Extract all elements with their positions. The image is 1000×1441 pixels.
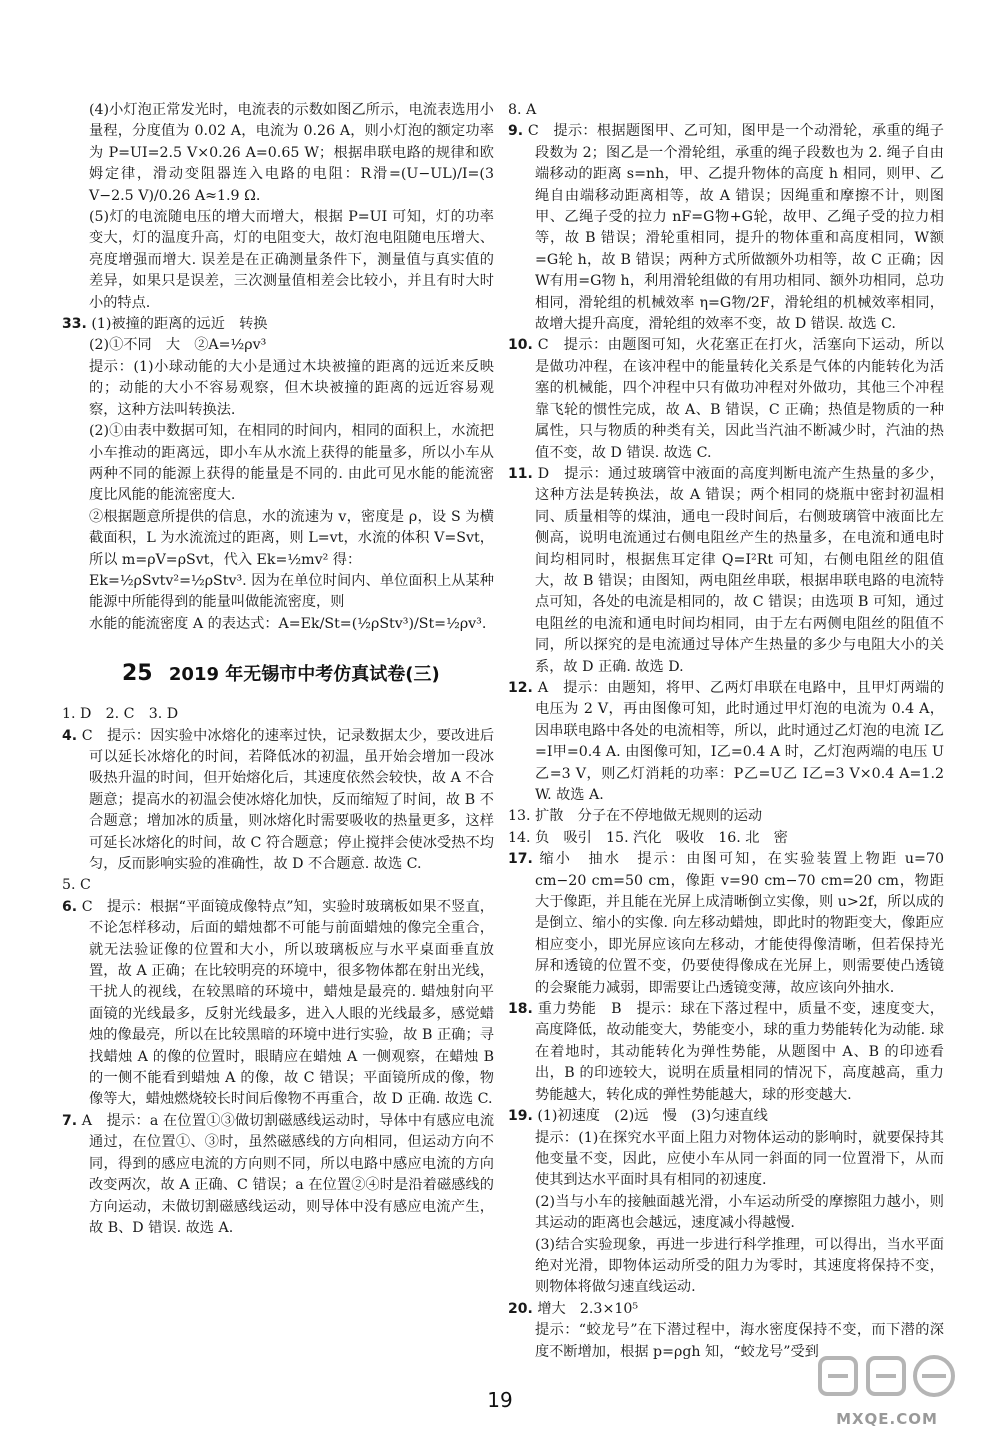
- answer-text: 重力势能 B 提示：球在下落过程中，质量不变，速度变大，高度降低，故动能变大，势能变小，球的重力势能转化为动能. 球在着地时，其动能转化为弹性势能，从题图中 A、B 的印迹看出，B 的印迹较大，说明在质量相同的情况下，高度越高，重力势能越大，转化成的弹性势能越大，球的形变越大.: [535, 1001, 944, 1103]
- answer-text: C 提示：根据题图甲、乙可知，图甲是一个动滑轮，承重的绳子段数为 2；图乙是一个滑轮组，承重的绳子段数也为 2. 绳子自由端移动的距离 s=nh，甲、乙提升物体的高度 h 相同，则甲、乙绳自由端移动距离相等，故 A 错误；因绳重和摩擦不计，则图甲、乙绳子受的拉力 nF=G物+G轮，故甲、乙绳子受的拉力相等，故 B 错误；滑轮重相同，提升的物体重和高度相同，W额=G轮 h，故 B 错误；两种方式所做额外功相等，故 C 正确；因 W有用=G物 h，利用滑轮组做的有用功相同、额外功相同，总功相同，滑轮组的机械效率 η=G物/2F，滑轮组的机械效率相同，故增大提升高度，滑轮组的效率不变，故 D 错误. 故选 C.: [527, 123, 944, 333]
- hint-paragraph: Ek=½ρSvtv²=½ρStv³. 因为在单位时间内、单位面积上从某种能源中所能得到的能量叫做能流密度，则: [89, 572, 494, 611]
- answer-text: C 提示：因实验中冰熔化的速率过快，记录数据太少，要改进后可以延长冰熔化的时间，若降低冰的初温，虽开始会增加一段冰吸热升温的时间，但开始熔化后，其速度依然会较快，故 A 不合题意；提高水的初温会使冰熔化加快，反而缩短了时间，故 B 不合题意；增加冰的质量，则冰熔化时需要吸收的热量更多，这样可延长冰熔化的时间，故 C 符合题意；停止搅拌会使冰受热不均匀，反而影响实验的准确性，故 D 不合题意. 故选 C.: [81, 727, 495, 872]
- answer-text: C 提示：由题图可知，火花塞正在打火，活塞向下运动，所以是做功冲程，在该冲程中的能量转化关系是气体的内能转化为活塞的机械能，四个冲程中只有做功冲程对外做功，其他三个冲程靠飞轮的惯性完成，故 A、B 错误，C 正确；热值是物质的一种属性，只与物质的种类有关，因此当汽油不断减少时，汽油的热值不变，故 D 错误. 故选 C.: [535, 337, 944, 461]
- answer-13: 13. 扩散 分子在不停地做无规则的运动: [508, 808, 763, 825]
- watermark-logo: [812, 1350, 962, 1430]
- hint-paragraph: 提示：“蛟龙号”在下潜过程中，海水密度保持不变，而下潜的深度不断增加，根据 p=ρgh 知，“蛟龙号”受到: [535, 1322, 944, 1360]
- answer-5: 5. C: [62, 877, 91, 894]
- watermark-text: MXQE.COM: [836, 1410, 938, 1428]
- answer-8: 8. A: [508, 102, 537, 118]
- answer-text: 增大 2.3×10⁵: [537, 1300, 639, 1317]
- answer-text: C 提示：根据“平面镜成像特点”知，实验时玻璃板如果不竖直，不论怎样移动，后面的蜡烛都不可能与前面蜡烛的像完全重合，就无法验证像的位置和大小，所以玻璃板应与水平桌面垂直放置，故 A 正确；在比较明亮的环境中，很多物体都在射出光线，干扰人的视线，在较黑暗的环境中，蜡烛是最亮的. 蜡烛射向平面镜的光线最多，反射光线最多，进入人眼的光线最多，感觉蜡烛的像最亮，所以在比较黑暗的环境中进行实验，故 B 正确；寻找蜡烛 A 的像的位置时，眼睛应在蜡烛 A 一侧观察，在蜡烛 B 的一侧不能看到蜡烛 A 的像，故 C 错误；平面镜所成的像，物像等大，蜡烛燃烧较长时间后像物不再重合，故 D 正确. 故选 C.: [81, 898, 494, 1108]
- answer-12: [508, 678, 944, 806]
- question-number: 20.: [508, 1300, 533, 1317]
- answer-text: 缩小 抽水 提示：由图可知，在实验装置上物距 u=70 cm−20 cm=50 cm，像距 v=90 cm−70 cm=20 cm，物距大于像距，并且能在光屏上成清晰倒立实像，则 u>2f，所以成的是倒立、缩小的实像. 向左移动蜡烛，即此时的物距变大，像距应相应变小，即光屏应该向左移动，才能使得像清晰，但若保持光屏和透镜的位置不变，仍要使得像成在光屏上，则需要使凸透镜的会聚能力减弱，即需要让凸透镜变薄，故应该向外抽水.: [535, 851, 944, 996]
- question-number: 18.: [508, 1001, 533, 1018]
- question-number: 6.: [62, 898, 78, 915]
- question-number: 19.: [508, 1108, 533, 1125]
- answer-6: [62, 897, 494, 1111]
- answer-text: (1)被撞的距离的远近 转换: [91, 316, 268, 333]
- hint-paragraph: 提示：(1)小球动能的大小是通过木块被撞的距离的远近来反映的；动能的大小不容易观察，但木块被撞的距离的远近容易观察，这种方法叫转换法.: [89, 358, 494, 418]
- answer-text: (1)初速度 (2)远 慢 (3)匀速直线: [537, 1108, 768, 1125]
- answer-11: [508, 464, 944, 678]
- question-number: 17.: [508, 851, 533, 868]
- answer-9: [508, 121, 944, 335]
- watermark-graphic-icon: [812, 1350, 962, 1410]
- hint-paragraph: 水能的能流密度 A 的表达式：A=Ek/St=(½ρStv³)/St=½ρv³.: [89, 615, 487, 632]
- answer-7: [62, 1111, 494, 1239]
- answer-32-part5: (5)灯的电流随电压的增大而增大，根据 P=UI 可知，灯的功率变大，灯的温度升高，灯的电阻变大，故灯泡电阻随电压增大、亮度增强而增大. 误差是在正确测量条件下，测量值与真实值的差异，如果只是误差，三次测量值相差会比较小，并且有时大时小的特点.: [89, 209, 494, 311]
- question-number: 12.: [508, 679, 533, 696]
- answer-33-part2: (2)①不同 大 ②A=½ρv³: [89, 337, 267, 354]
- answer-33: [62, 314, 494, 335]
- hint-paragraph: 提示：(1)在探究水平面上阻力对物体运动的影响时，就要保持其他变量不变，因此，应使小车从同一斜面的同一位置滑下，从而使其到达水平面时具有相同的初速度.: [535, 1129, 944, 1189]
- answer-17: [508, 849, 944, 999]
- page-number: 19: [487, 1388, 513, 1412]
- right-column: [508, 100, 944, 1363]
- question-number: 33.: [62, 316, 87, 333]
- left-column: [62, 100, 494, 1239]
- answers-1-3: 1. D 2. C 3. D: [62, 706, 179, 723]
- answer-20: [508, 1299, 944, 1320]
- hint-paragraph: (3)结合实验现象，再进一步进行科学推理，可以得出，当水平面绝对光滑，即物体运动所受的阻力为零时，其速度将保持不变，则物体将做匀速直线运动.: [535, 1236, 944, 1296]
- question-number: 9.: [508, 123, 524, 140]
- answer-text: A 提示：a 在位置①③做切割磁感线运动时，导体中有感应电流通过，在位置①、③时，虽然磁感线的方向相同，但运动方向不同，得到的感应电流的方向则不同，所以电路中感应电流的方向改变两次，故 A 正确、C 错误；a 在位置②④时是沿着磁感线的方向运动，未做切割磁感线运动，则导体中没有感应电流产生，故 B、D 错误. 故选 A.: [81, 1112, 495, 1236]
- answer-text: D 提示：通过玻璃管中液面的高度判断电流产生热量的多少，这种方法是转换法，故 A 错误；两个相同的烧瓶中密封初温相同、质量相等的煤油，通电一段时间后，右侧玻璃管中液面比左侧高，说明电流通过右侧电阻丝产生的热量多，在电流和通电时间均相同时，根据焦耳定律 Q=I²Rt 可知，右侧电阻丝的阻值大，故 B 错误；由图知，两电阻丝串联，根据串联电路的电流特点可知，各处的电流是相同的，故 C 错误；由选项 B 可知，通过电阻丝的电流和通电时间均相同，由于左右两侧电阻丝的阻值不同，所以探究的是电流通过导体产生热量的多少与电阻大小的关系，故 D 正确. 故选 D.: [535, 465, 944, 675]
- hint-paragraph: ②根据题意所提供的信息，水的流速为 v，密度是 ρ，设 S 为横截面积，L 为水流流过的距离，则 L=vt，水流的体积 V=Svt，所以 m=ρV=ρSvt，代入 Ek=½mv² 得：: [89, 508, 494, 568]
- answers-14-16: 14. 负 吸引 15. 汽化 吸收 16. 北 密: [508, 829, 788, 846]
- answer-19: [508, 1106, 944, 1127]
- answer-32-part4: (4)小灯泡正常发光时，电流表的示数如图乙所示，电流表选用小量程，分度值为 0.02 A，电流为 0.26 A，则小灯泡的额定功率为 P=UI=2.5 V×0.26 A=0.65 W；根据串联电路的规律和欧姆定律，滑动变阻器连入电路的电阻：R滑=(U−UL)/I=(3 V−2.5 V)/0.26 A≈1.9 Ω.: [89, 102, 494, 204]
- section-title: 2019 年无锡市中考仿真试卷(三): [168, 664, 440, 686]
- section-number: 25: [122, 661, 153, 687]
- question-number: 7.: [62, 1112, 78, 1129]
- question-number: 11.: [508, 465, 533, 482]
- answer-10: [508, 335, 944, 463]
- hint-paragraph: (2)当与小车的接触面越光滑，小车运动所受的摩擦阻力越小，则其运动的距离也会越远，速度减小得越慢.: [535, 1193, 944, 1232]
- hint-paragraph: (2)①由表中数据可知，在相同的时间内，相同的面积上，水流把小车推动的距离远，即小车从水流上获得的能量多，所以小车从两种不同的能源上获得的能量是不同的. 由此可见水能的能流密度比风能的能流密度大.: [89, 423, 494, 504]
- answer-text: A 提示：由题知，将甲、乙两灯串联在电路中，且甲灯两端的电压为 2 V，再由图像可知，此时通过甲灯泡的电流为 0.4 A，因串联电路中各处的电流相等，所以，此时通过乙灯泡的电流 I乙=I甲=0.4 A. 由图像可知，I乙=0.4 A 时，乙灯泡两端的电压 U乙=3 V，则乙灯消耗的功率：P乙=U乙 I乙=3 V×0.4 A=1.2 W. 故选 A.: [535, 679, 945, 803]
- question-number: 4.: [62, 727, 78, 744]
- answer-18: [508, 999, 944, 1106]
- answer-4: [62, 726, 494, 876]
- section-heading: [62, 659, 494, 690]
- question-number: 10.: [508, 337, 533, 354]
